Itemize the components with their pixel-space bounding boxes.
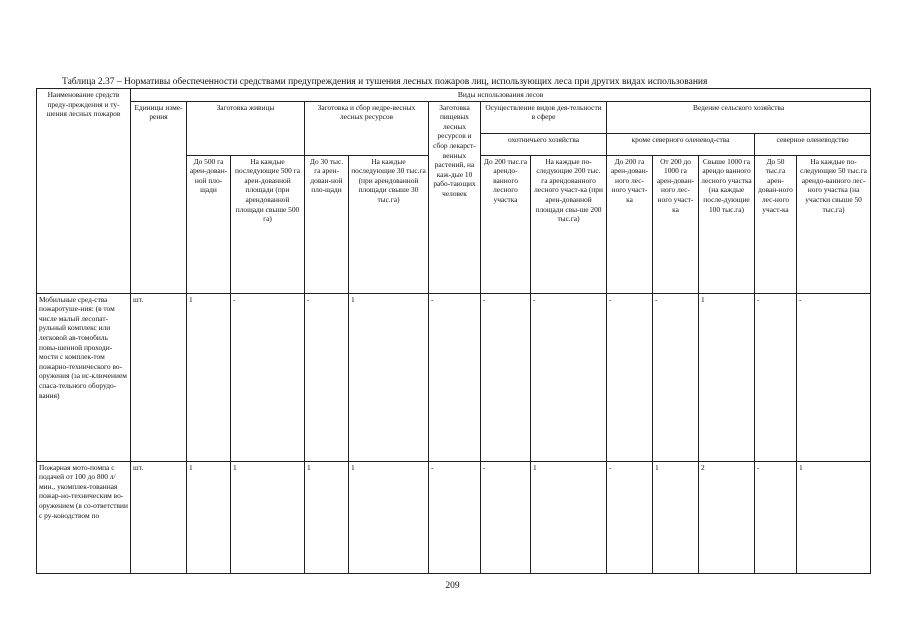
cell-value: - [481,461,531,573]
cell-value: 2 [699,461,755,573]
col-header: На каждые последующие 30 тыс.га (при арендованной площади свыше 30 тыс.га) [349,155,429,293]
header-hunt-sub: охотничьего хозяйства [481,133,607,155]
col-header: До 200 тыс.га арендо-ванного лесного участка [481,155,531,293]
cell-value: 1 [305,461,349,573]
cell-value: 1 [797,461,871,573]
header-nonwood: Заготовка и сбор недре-весных лесных ресурсов [305,101,429,155]
cell-value: - [531,293,607,461]
header-agri-reindeer: северное оленеводство [755,133,871,155]
cell-value: - [481,293,531,461]
col-header: До 500 га арен-дован-ной пло-щади [187,155,231,293]
table-row [37,461,871,573]
col-header: Свыше 1000 га арендо ванного лесного участка (на каждые после-дующие 100 тыс.га) [699,155,755,293]
col-header: До 200 га арен-дован-ного лес-ного участ-ка [607,155,653,293]
cell-value: - [429,293,481,461]
cell-value: 1 [349,293,429,461]
cell-value: 1 [231,461,305,573]
cell-value: - [755,461,797,573]
row-unit: шт. [131,293,187,461]
cell-value: - [429,461,481,573]
cell-value: - [653,293,699,461]
header-agri: Ведение сельского хозяйства [607,101,871,133]
cell-value: 1 [187,461,231,573]
cell-value: - [231,293,305,461]
table-row [37,293,871,461]
header-name: Наименование средств преду-преждения и ту-шения лесных пожаров [37,89,131,294]
cell-value: - [607,293,653,461]
col-header: На каждые по-следующие 50 тыс.га арендо-ванного лес-ного участка (на участки свыше 50 тыс.га) [797,155,871,293]
row-unit: шт. [131,461,187,573]
cell-value: 1 [531,461,607,573]
header-unit: Единицы изме-рения [131,101,187,293]
header-kinds: Виды использования лесов [131,89,871,102]
norms-table [36,88,871,574]
header-food: Заготовка пищевых лесных ресурсов и сбор лекарст-венных растений, на каж-дые 10 рабо-тающих человек [429,101,481,293]
col-header: До 30 тыс. га арен-дован-ной пло-щади [305,155,349,293]
col-header: На каждые последующие 500 га арен-дованной площади (при арендованной площади свыше 500 га) [231,155,305,293]
cell-value: 1 [187,293,231,461]
header-hunt: Осуществление видов дея-тельности в сфере [481,101,607,133]
col-header: До 50 тыс.га арен-дован-ного лес-ного участ-ка [755,155,797,293]
table-caption: Таблица 2.37 – Нормативы обеспеченности средствами предупреждения и тушения лесных пожаров лиц, использующих леса при других видах использования [62,77,708,87]
col-header: От 200 до 1000 га арен-дован-ного лес-ного участ-ка [653,155,699,293]
cell-value: - [607,461,653,573]
cell-value: - [305,293,349,461]
header-resin: Заготовка живицы [187,101,305,155]
cell-value: 1 [349,461,429,573]
page-number: 209 [445,581,460,591]
cell-value: - [755,293,797,461]
cell-value: 1 [653,461,699,573]
cell-value: - [797,293,871,461]
header-agri-nonreindeer: кроме северного оленевод-ства [607,133,755,155]
row-name: Мобильные сред-ства пожаротуше-ния: (в том числе малый лесопат-рульный комплекс или легковой ав-томобиль повы-шенной проходи-мости с комплек-том пожарно-технического во-оружения (за ис-ключением спаса-тельного оборудо-вания) [37,293,131,461]
cell-value: 1 [699,293,755,461]
col-header: На каждые по-следующие 200 тыс. га арендованного лесного участ-ка (при арен-дованной площади свы-ше 200 тыс.га) [531,155,607,293]
row-name: Пожарная мото-помпа с подачей от 100 до 800 л/мин., укомплек-тованная пожар-но-техническим во-оружением (в со-ответствии с ру-ководством по [37,461,131,573]
